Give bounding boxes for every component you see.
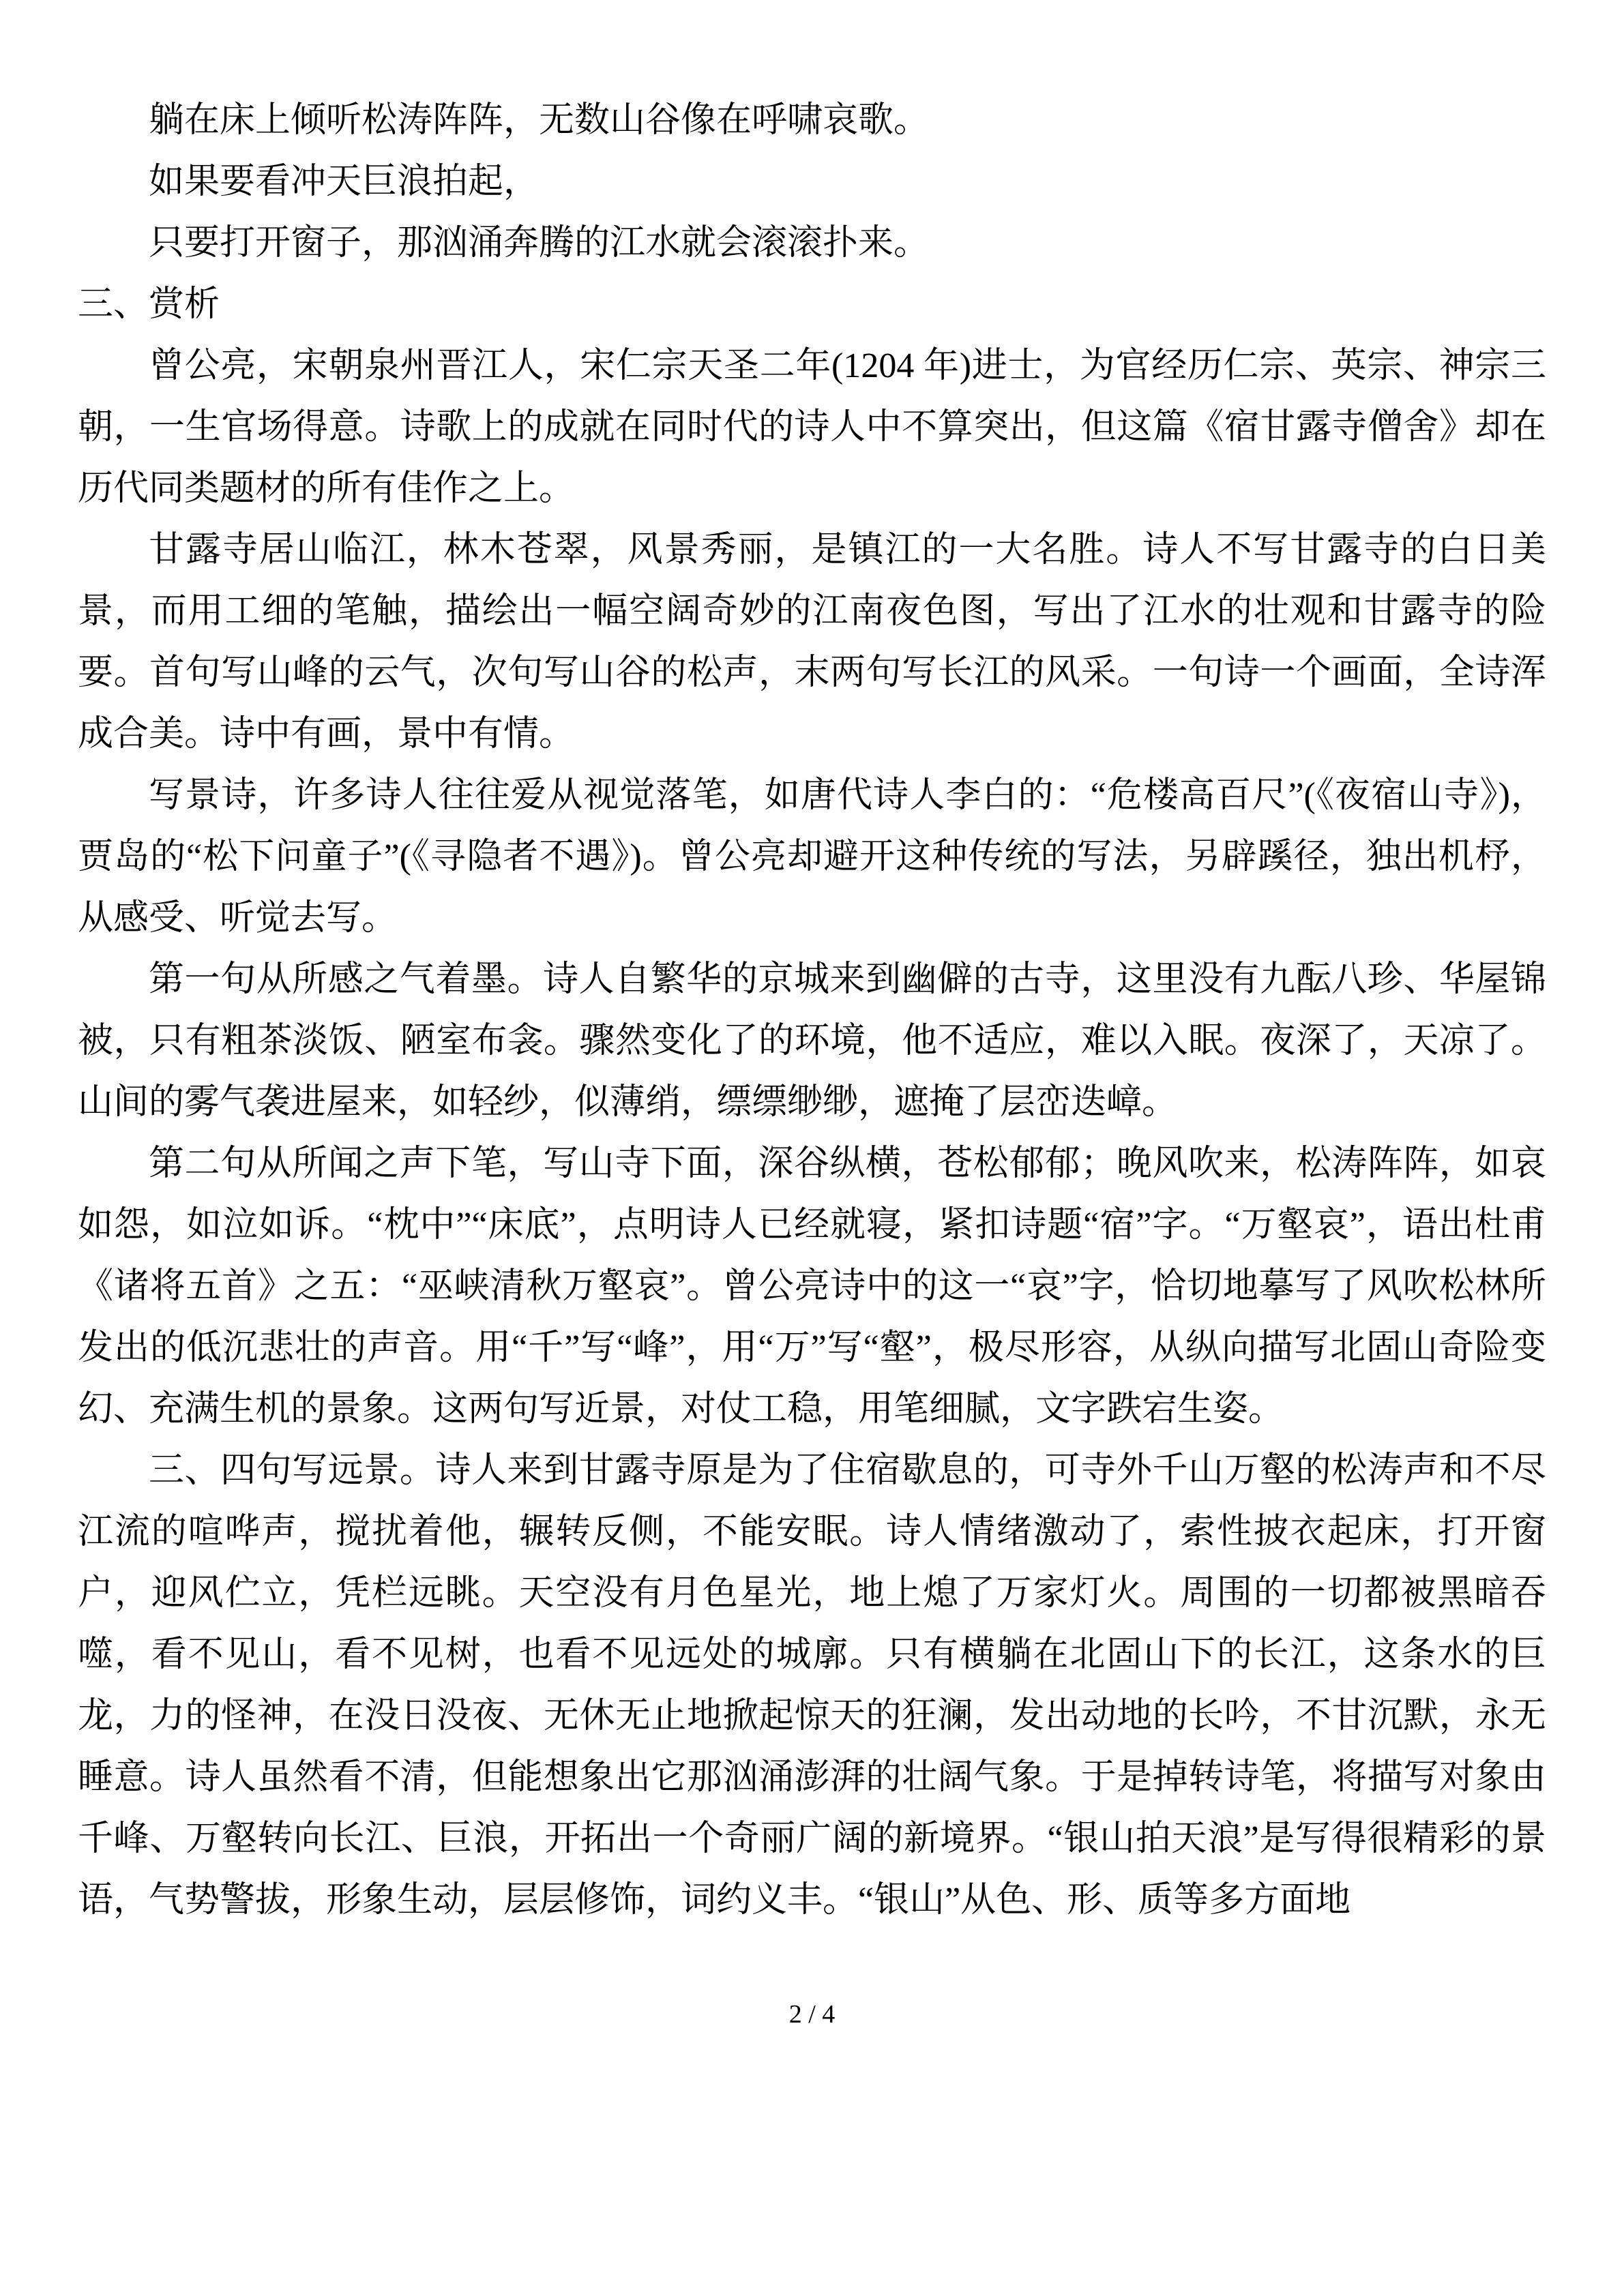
paragraph: 三、四句写远景。诗人来到甘露寺原是为了住宿歇息的，可寺外千山万壑的松涛声和不尽江流的喧哗声，搅扰着他，辗转反侧，不能安眠。诗人情绪激动了，索性披衣起床，打开窗户，迎风伫立，凭栏远眺。天空没有月色星光，地上熄了万家灯火。周围的一切都被黑暗吞噬，看不见山，看不见树，也看不见远处的城廓。只有横躺在北固山下的长江，这条水的巨龙，力的怪神，在没日没夜、无休无止地掀起惊天的狂澜，发出动地的长吟，不甘沉默，永无睡意。诗人虽然看不清，但能想象出它那汹涌澎湃的壮阔气象。于是掉转诗笔，将描写对象由千峰、万壑转向长江、巨浪，开拓出一个奇丽广阔的新境界。“银山拍天浪”是写得很精彩的景语，气势警拔，形象生动，层层修饰，词约义丰。“银山”从色、形、质等多方面地	[78, 1451, 1546, 1920]
paragraph: 甘露寺居山临江，林木苍翠，风景秀丽，是镇江的一大名胜。诗人不写甘露寺的白日美景，而用工细的笔触，描绘出一幅空阔奇妙的江南夜色图，写出了江水的壮观和甘露寺的险要。首句写山峰的云气，次句写山谷的松声，末两句写长江的风采。一句诗一个画面，全诗浑成合美。诗中有画，景中有情。	[78, 531, 1546, 754]
poem-translation-line: 只要打开窗子，那汹涌奔腾的江水就会滚滚扑来。	[149, 224, 930, 263]
paragraph: 第一句从所感之气着墨。诗人自繁华的京城来到幽僻的古寺，这里没有九酝八珍、华屋锦被，只有粗茶淡饭、陋室布衾。骤然变化了的环境，他不适应，难以入眠。夜深了，天凉了。山间的雾气袭进屋来，如轻纱，似薄绡，缥缥缈缈，遮掩了层峦迭嶂。	[78, 960, 1546, 1122]
paragraph: 曾公亮，宋朝泉州晋江人，宋仁宗天圣二年(1204 年)进士，为官经历仁宗、英宗、神宗三朝，一生官场得意。诗歌上的成就在同时代的诗人中不算突出，但这篇《宿甘露寺僧舍》却在历代同类题材的所有佳作之上。	[78, 346, 1546, 508]
page-number: 2 / 4	[788, 2000, 836, 2029]
poem-translation-line: 如果要看冲天巨浪拍起，	[149, 162, 540, 201]
section-heading-appreciation: 三、赏析	[78, 285, 220, 324]
page-footer	[0, 1998, 1624, 2031]
paragraph: 写景诗，许多诗人往往爱从视觉落笔，如唐代诗人李白的：“危楼高百尺”(《夜宿山寺》)，贾岛的“松下问童子”(《寻隐者不遇》)。曾公亮却避开这种传统的写法，另辟蹊径，独出机杼，从感受、听觉去写。	[78, 776, 1546, 938]
paragraph: 第二句从所闻之声下笔，写山寺下面，深谷纵横，苍松郁郁；晚风吹来，松涛阵阵，如哀如怨，如泣如诉。“枕中”“床底”，点明诗人已经就寝，紧扣诗题“宿”字。“万壑哀”，语出杜甫《诸将五首》之五：“巫峡清秋万壑哀”。曾公亮诗中的这一“哀”字，恰切地摹写了风吹松林所发出的低沉悲壮的声音。用“千”写“峰”，用“万”写“壑”，极尽形容，从纵向描写北固山奇险变幻、充满生机的景象。这两句写近景，对仗工稳，用笔细腻，文字跌宕生姿。	[78, 1144, 1546, 1429]
poem-translation-line: 躺在床上倾听松涛阵阵，无数山谷像在呼啸哀歌。	[149, 101, 930, 140]
